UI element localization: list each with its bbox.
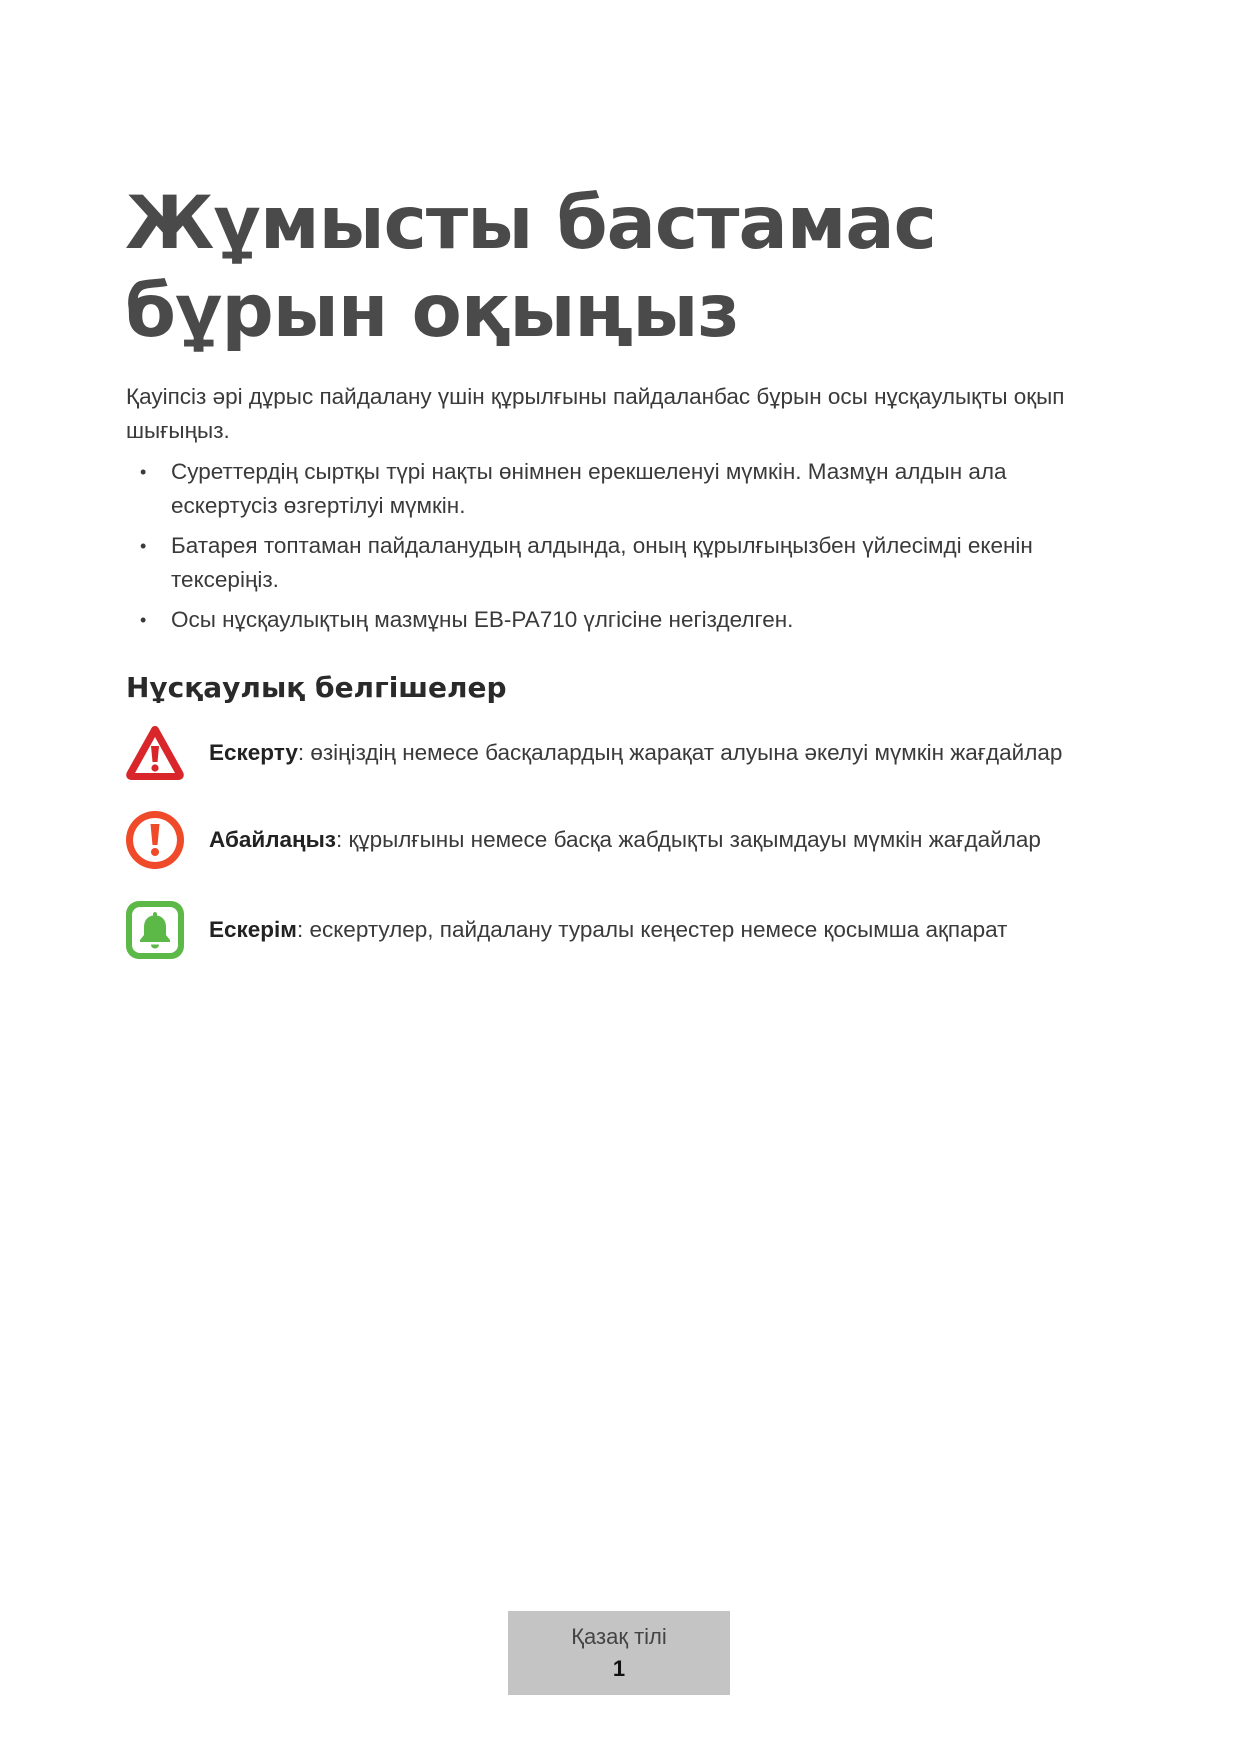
page-title: Жұмысты бастамас бұрын оқыңыз	[125, 181, 936, 354]
page-number: 1	[612, 1656, 626, 1681]
notice-warning-text	[209, 736, 1062, 770]
list-item	[126, 455, 1116, 523]
notice-warning	[124, 722, 1124, 784]
notice-description: : ескертулер, пайдалану туралы кеңестер немесе қосымша ақпарат	[296, 917, 1008, 942]
notice-label: Ескерту	[209, 740, 298, 765]
footer-language: Қазақ тілі	[571, 1624, 667, 1649]
bullet-marker: •	[140, 536, 147, 556]
notice-description: : құрылғыны немесе басқа жабдықты зақымдауы мүмкін жағдайлар	[336, 827, 1041, 852]
caution-circle-icon	[124, 809, 186, 871]
intro-paragraph: Қауіпсіз әрі дұрыс пайдалану үшін құрылғыны пайдаланбас бұрын осы нұсқаулықты оқып шығыңыз.	[126, 384, 1065, 443]
notice-note-text	[209, 913, 1007, 947]
bullet-marker: •	[140, 610, 147, 630]
page-footer	[508, 1611, 730, 1695]
bullet-marker: •	[140, 462, 147, 482]
list-item	[126, 529, 1116, 597]
notice-label: Ескерім	[209, 917, 297, 942]
list-item	[126, 603, 1116, 637]
notice-note	[124, 899, 1124, 961]
notice-caution-text	[209, 823, 1041, 857]
notice-caution	[124, 809, 1124, 871]
note-bell-icon	[124, 899, 186, 961]
section-title: Нұсқаулық белгішелер	[126, 671, 507, 704]
warning-triangle-icon	[124, 722, 186, 784]
bullet-list	[126, 455, 1116, 643]
list-item-text: Осы нұсқаулықтың мазмұны EB-PA710 үлгісіне негізделген.	[171, 607, 794, 632]
list-item-text: Батарея топтаман пайдаланудың алдында, оның құрылғыңызбен үйлесімді екенін тексеріңіз.	[171, 533, 1033, 592]
list-item-text: Суреттердің сыртқы түрі нақты өнімнен ерекшеленуі мүмкін. Мазмұн алдын ала ескертусіз өзгертілуі мүмкін.	[171, 459, 1007, 518]
notice-description: : өзіңіздің немесе басқалардың жарақат алуына әкелуі мүмкін жағдайлар	[297, 740, 1063, 765]
notice-label: Абайлаңыз	[209, 827, 336, 852]
